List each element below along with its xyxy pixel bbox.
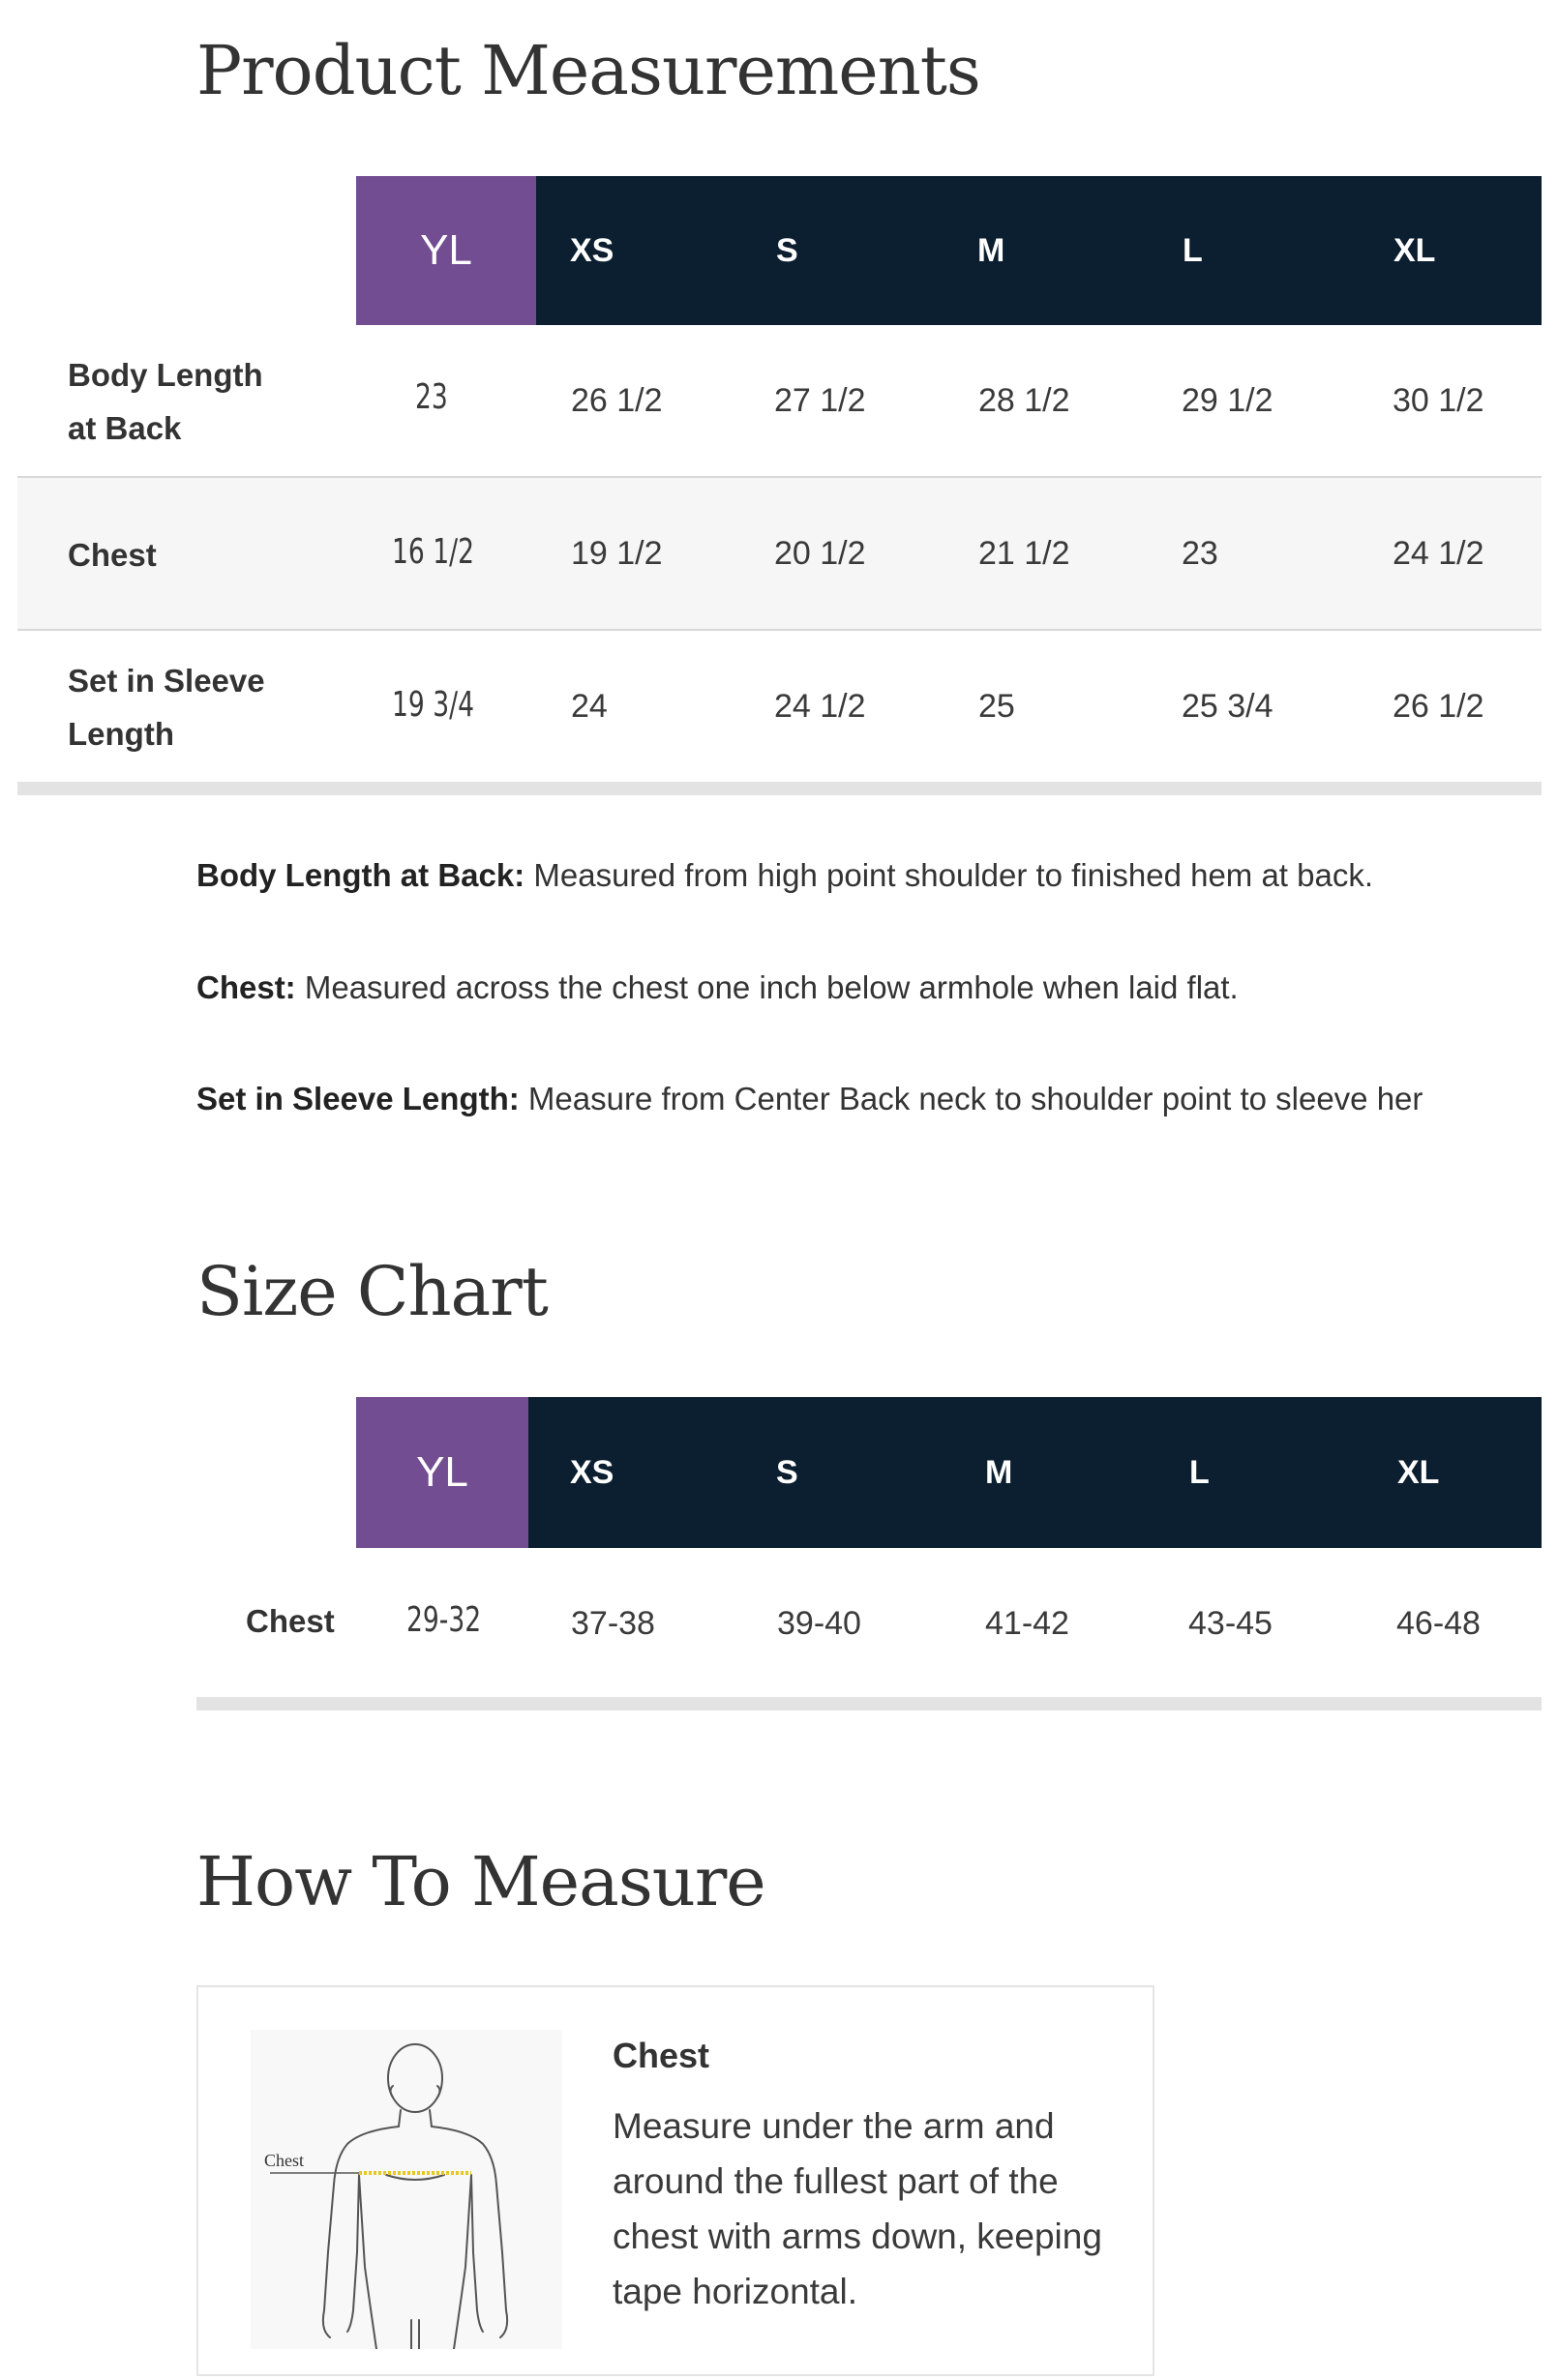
sc-cell: 46-48 [1396, 1605, 1481, 1642]
pm-cell: 30 1/2 [1393, 382, 1484, 419]
pm-size-xl: XL [1393, 231, 1436, 269]
how-to-measure-instructions: Measure under the arm and around the fullest part of the chest with arms down, keeping tape horizontal. [613, 2106, 1102, 2311]
pm-row-label: Body Length at Back [68, 357, 263, 446]
how-to-measure-card [196, 1985, 1154, 2376]
pm-cell: 24 1/2 [1393, 535, 1484, 572]
sc-size-m: M [985, 1453, 1013, 1491]
size-chart-title: Size Chart [196, 1252, 548, 1331]
sc-size-xl: XL [1397, 1453, 1440, 1491]
note-chest: Chest: Measured across the chest one inch below armhole when laid flat. [196, 969, 1239, 1005]
pm-cell: 16 1/2 [392, 532, 474, 572]
pm-cell: 24 1/2 [774, 688, 866, 725]
sc-header-row [528, 1397, 1542, 1548]
pm-cell: 19 1/2 [571, 535, 663, 572]
table-bottom-border [17, 782, 1542, 795]
sc-row-label: Chest [246, 1603, 335, 1639]
pm-size-m: M [977, 231, 1005, 269]
sc-header-yl [356, 1397, 528, 1548]
pm-cell: 23 [1182, 535, 1218, 572]
pm-cell: 20 1/2 [774, 535, 866, 572]
pm-size-l: L [1183, 231, 1203, 269]
pm-cell: 29 1/2 [1182, 382, 1273, 419]
pm-row-label: Chest [68, 537, 157, 573]
pm-row-label: Set in Sleeve Length [68, 663, 265, 752]
pm-cell: 28 1/2 [978, 382, 1070, 419]
sc-size-l: L [1189, 1453, 1210, 1491]
row-divider [17, 629, 1542, 631]
pm-cell: 25 3/4 [1182, 688, 1273, 725]
note-body-length: Body Length at Back: Measured from high point shoulder to finished hem at back. [196, 857, 1374, 893]
sc-cell: 29-32 [406, 1600, 482, 1640]
how-to-measure-title: How To Measure [196, 1842, 765, 1921]
pm-cell: 21 1/2 [978, 535, 1070, 572]
sc-size-yl: YL [416, 1448, 468, 1496]
pm-size-xs: XS [570, 231, 614, 269]
pm-header-yl [356, 176, 536, 325]
pm-cell: 19 3/4 [392, 685, 474, 725]
pm-cell: 23 [415, 377, 448, 417]
sc-cell: 41-42 [985, 1605, 1069, 1642]
pm-size-s: S [776, 231, 798, 269]
product-measurements-title: Product Measurements [196, 31, 980, 110]
pm-cell: 26 1/2 [571, 382, 663, 419]
chest-measure-figure [251, 2030, 562, 2349]
table-bottom-border [196, 1697, 1542, 1711]
figure-label-chest: Chest [264, 2151, 305, 2170]
sc-size-xs: XS [570, 1453, 614, 1491]
sc-cell: 39-40 [777, 1605, 861, 1642]
pm-size-yl: YL [420, 226, 472, 274]
pm-cell: 24 [571, 688, 608, 725]
body-outline-icon [251, 2030, 562, 2349]
pm-cell: 27 1/2 [774, 382, 866, 419]
sc-cell: 43-45 [1188, 1605, 1273, 1642]
how-to-measure-heading: Chest [613, 2036, 710, 2075]
pm-header-row [536, 176, 1542, 325]
sc-size-s: S [776, 1453, 798, 1491]
sc-cell: 37-38 [571, 1605, 655, 1642]
note-sleeve: Set in Sleeve Length: Measure from Center Back neck to shoulder point to sleeve her [196, 1081, 1423, 1116]
pm-cell: 26 1/2 [1393, 688, 1484, 725]
pm-cell: 25 [978, 688, 1015, 725]
